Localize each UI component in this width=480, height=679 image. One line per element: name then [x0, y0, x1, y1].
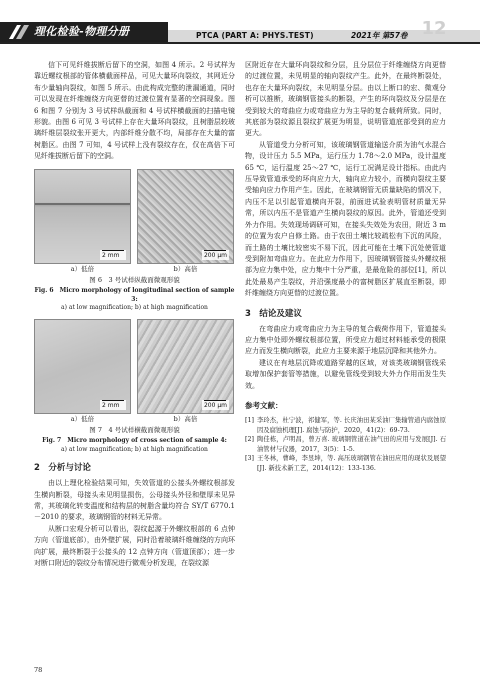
issue-number: 12 [421, 18, 447, 39]
micrograph-low-mag [34, 319, 131, 414]
scale-bar: 2 mm [100, 250, 126, 260]
paragraph: 从管道受力分析可知，该玻璃钢管道输送介质为油气水混合物，设计压力 5.5 MPa，运行压力 1.78～2.0 MPa，设计温度 65 ℃，运行温度 25～27 ℃，运行工况满足设计指标。由此内压导致管道承受的环向应力大，轴向应力较小，而横向裂纹主要受轴向应力作用产生。因此，在玻璃钢管无质量缺陷的情况下，内压不足以引起管道横向开裂，前面进试验表明管材质量无异常，所以内压不是管道产生横向裂纹的原因。此外，管道还受到外力作用。失效现场调研可知，在接头失效处为农田，附近 3 m 的位置为农户自修土路。由于农田土壤比较疏松有下沉的风险，而土路的土壤比较密实不易下沉，因此可能在土壤下沉处使管道受到附加弯曲应力。在此应力作用下，因玻璃钢管接头外螺纹根部为应力集中处，应力集中十分严重，是最危险的部位[1]，所以此处最易产生裂纹，并沿强度最小的富树脂区扩展直至断裂，即纤维缠绕方向更替的过渡位置。 [245, 140, 446, 298]
reference-number: [3] [245, 455, 254, 463]
reference-text: 陶佳栋，卢明昌，曾万喜. 玻璃钢管道在油气田的应用与发展[J]. 石油管材与仪器，2017，3(5)：1-5. [257, 436, 446, 453]
section-heading: 3 结论及建议 [245, 308, 302, 319]
subcaption-a: a）低倍 [70, 264, 95, 273]
reference-number: [2] [245, 436, 254, 444]
page-header [0, 0, 480, 46]
page-number: 78 [34, 666, 43, 674]
scale-bar: 200 μm [203, 401, 227, 409]
crack-line [35, 203, 130, 205]
paragraph: 从断口宏观分析可以看出，裂纹起源于外螺纹根部的 6 点钟方向（管道底部），由外壁扩展，同时沿着玻璃纤维缠绕的方向环向扩展，最终断裂于公接头的 12 点钟方向（管道顶部）；进一步对断口附近的裂纹分布情况进行微观分析发现，在裂纹源 [34, 524, 235, 567]
paragraph: 信下可见纤维拔断后留下的空洞，如图 4 所示。2 号试样为靠近螺纹根部的管体横截面样品，可见大量环向裂纹，其网近分布少量轴向裂纹，如图 5 所示。由此构成完整的泄漏通道，同时可以发现在纤维缠绕方向更替的过渡位置有显著的空洞现象。图 6 和图 7 分别为 3 号试样纵截面和 4 号试样横截面的扫描电镜形貌。由图 6 可见 3 号试样上存在大量环向裂纹，且树脂层较玻璃纤维层裂纹张开更大，内部纤维分散不均，局部存在大量的富树脂区。由图 7 可知，4 号试样上没有裂纹存在，仅在高倍下可见纤维拔断后留下的空洞。 [34, 61, 235, 161]
figure-caption-en-line2: a) at low magnification; b) at high magnification [61, 304, 208, 312]
reference-item [245, 435, 446, 454]
micrograph-high-mag [137, 169, 234, 264]
journal-name: 理化检验-物理分册 [34, 25, 130, 38]
paragraph: 建议在有地层沉降或道路穿越的区域，对该类玻璃钢管线采取增加保护套管等措施，以避免管线受到较大外力作用而发生失效。 [245, 358, 446, 390]
journal-logo-icon [8, 24, 30, 40]
figure-caption-cn: 图 7 4 号试样横截面微观形貌 [89, 425, 180, 434]
subcaption-b: b）高倍 [173, 414, 198, 423]
subcaption-b: b）高倍 [173, 264, 198, 273]
paragraph: 在弯曲应力或弯曲应力为主导的复合载荷作用下，管道接头应力集中处即外螺纹根部位置，所受应力超过材料能承受的极限应力而发生横向断裂，此应力主要来源于地层沉降和其他外力。 [245, 324, 446, 356]
figure-caption-cn: 图 6 3 号试样纵截面微观形貌 [89, 275, 180, 284]
issue-info: 2021年 第57卷 [351, 31, 408, 40]
figure-caption-en [34, 437, 235, 454]
references-heading: 参考文献： [245, 400, 283, 410]
micrograph-high-mag [137, 319, 234, 414]
micrograph-low-mag [34, 169, 131, 264]
figure-caption-en-line1: Fig. 7 Micro morphology of cross section of sample 4: [42, 437, 227, 445]
scale-bar: 200 μm [203, 251, 227, 259]
figure-caption-en [34, 287, 235, 313]
scale-bar: 2 mm [100, 400, 126, 410]
paragraph: 区附近存在大量环向裂纹和分层，且分层位于纤维缠绕方向更替的过渡位置，未见明显的轴向裂纹产生。此外，在最终断裂处，也存在大量环向裂纹，未见明显分层。由以上断口的宏、微观分析可以推断，玻璃钢管接头的断裂，产生的环向裂纹及分层是在受到较大的弯曲应力或弯曲应力为主导的复合载荷所致。同时，其底部为裂纹源且裂纹扩展更为明显，说明管道底部受到的应力更大。 [245, 61, 446, 138]
reference-item [245, 454, 446, 473]
figure-7 [34, 319, 235, 455]
right-column [245, 60, 446, 474]
journal-subtitle: PTCA (PART A: PHYS.TEST) [196, 31, 314, 40]
reference-list [245, 416, 446, 474]
left-column [34, 60, 235, 569]
reference-item [245, 416, 446, 435]
reference-text: 李玲杰，杜宁波，祁健军，等. 长庆油田某采油厂集输管道内腐蚀原因及腐蚀机理[J]. 腐蚀与防护，2020，41(2)：69-73. [257, 416, 446, 434]
header-rule [0, 42, 480, 44]
figure-caption-en-line1: Fig. 6 Micro morphology of longitudinal section of sample 3: [34, 287, 235, 303]
figure-6 [34, 169, 235, 313]
reference-text: 王冬林，曹峰，李昱坤，等. 高压玻璃钢管在油田应用的现状及展望[J]. 新技术新工艺，2014(12)：133-136. [257, 455, 446, 472]
paragraph: 由以上理化检验结果可知，失效管道的公接头外螺纹根部发生横向断裂，母接头未见明显损伤，公母接头外径和壁厚未见异常，其玻璃化转变温度和结构层的树脂含量均符合 SY/T 6770.1－2010 的要求，玻璃钢管的材料无异常。 [34, 479, 235, 522]
subcaption-a: a）低倍 [70, 414, 95, 423]
section-heading: 2 分析与讨论 [34, 463, 91, 474]
figure-caption-en-line2: a) at low magnification; b) at high magnification [61, 445, 208, 453]
reference-number: [1] [245, 416, 254, 424]
